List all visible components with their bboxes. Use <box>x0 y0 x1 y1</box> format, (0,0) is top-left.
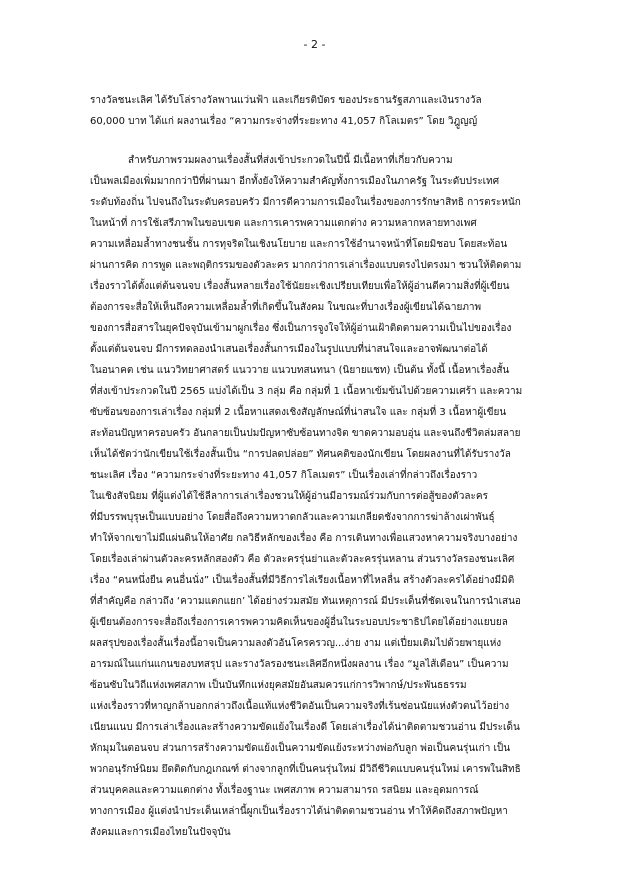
text-line: ความเหลื่อมล้ำทางชนชั้น การทุจริตในเชิงนโยบาย และการใช้อำนาจหน้าที่โดยมิชอบ โดยสะท้อน <box>90 239 508 250</box>
text-line: ตั้งแต่ต้นจนจบ มีการทดลองนำเสนอเรื่องสั้นการเมืองในรูปแบบที่น่าสนใจและอาจพัฒนาต่อได้ <box>90 344 488 355</box>
text-line: ผ่านการคิด การพูด และพฤติกรรมของตัวละคร มากกว่าการเล่าเรื่องแบบตรงไปตรงมา ชวนให้ติดตาม <box>90 260 522 271</box>
text-line: ในอนาคต เช่น แนววิทยาศาสตร์ แนววาย แนวบทสนทนา (นิยายแชท) เป็นต้น ทั้งนี้ เนื้อหาเรื่องสั้น <box>90 365 510 376</box>
text-line: สำหรับภาพรวมผลงานเรื่องสั้นที่ส่งเข้าประกวดในปีนี้ มีเนื้อหาที่เกี่ยวกับความ <box>128 155 453 166</box>
text-line: ส่วนบุคคลและความแตกต่าง ทั้งเรื่องฐานะ เพศสภาพ ความสามารถ รสนิยม และอุดมการณ์ <box>90 785 479 796</box>
text-line: เป็นพลเมืองเพิ่มมากกว่าปีที่ผ่านมา อีกทั้งยังให้ความสำคัญทั้งการเมืองในภาครัฐ ในระดับประเทศ <box>90 176 500 187</box>
text-line: แห่งเรื่องราวที่หาญกล้าบอกกล่าวถึงเนื้อแท้แห่งชีวิตอันเป็นความจริงที่เร้นซ่อนนัยแห่งตัวตนไว้อย่าง <box>90 701 510 712</box>
text-line: ทางการเมือง ผู้แต่งนำประเด็นเหล่านี้ผูกเป็นเรื่องราวได้น่าติดตามชวนอ่าน ทำให้คิดถึงสภาพปัญหา <box>90 806 508 817</box>
text-line: อารมณ์ในแก่นแกนของบทสรุป และรางวัลรองชนะเลิศอีกหนึ่งผลงาน เรื่อง “มูลไส้เดือน” เป็นความ <box>90 659 509 670</box>
text-line: ซ้อนซับในวิถีแห่งเพศสภาพ เป็นบันทึกแห่งยุคสมัยอันสมควรแก่การวิพากษ์/ประพันธธรรม <box>90 680 467 691</box>
text-line: พวกอนุรักษ์นิยม ยึดติดกับกฎเกณฑ์ ต่างจากลูกที่เป็นคนรุ่นใหม่ มีวิถีชีวิตแบบคนรุ่นใหม่ เคารพในสิทธิ <box>90 764 521 775</box>
text-line: ทำให้จากเขาไม่มีแผ่นดินให้อาศัย กลวิธีหลักของเรื่อง คือ การเดินทางเพื่อแสวงหาความจริงบางอย่าง <box>90 533 518 544</box>
text-line: ชนะเลิศ เรื่อง “ความกระจ่างที่ระยะทาง 41,057 กิโลเมตร” เป็นเรื่องเล่าที่กล่าวถึงเรื่องราว <box>90 470 478 481</box>
text-line: ซับซ้อนของการเล่าเรื่อง กลุ่มที่ 2 เนื้อหาแสดงเชิงสัญลักษณ์ที่น่าสนใจ และ กลุ่มที่ 3 เนื้อหาผู้เขียน <box>90 407 507 418</box>
text-line: ของการสื่อสารในยุคปัจจุบันเข้ามาผูกเรื่อง ซึ่งเป็นการจูงใจให้ผู้อ่านเฝ้าติดตามความเป็นไปของเรื่อง <box>90 323 512 334</box>
text-line: ผู้เขียนต้องการจะสื่อถึงเรื่องการเคารพความคิดเห็นของผู้อื่นในระบอบประชาธิปไตยได้อย่างแยบยล <box>90 617 508 628</box>
text-line: เนียนแนบ มีการเล่าเรื่องและสร้างความขัดแย้งในเรื่องดี โดยเล่าเรื่องได้น่าติดตามชวนอ่าน มีประเด็น <box>90 722 520 733</box>
text-line: ระดับท้องถิ่น ไปจนถึงในระดับครอบครัว มีการตีความการเมืองในเรื่องของการรักษาสิทธิ การตระหนัก <box>90 197 521 208</box>
text-line: โดยเรื่องเล่าผ่านตัวละครหลักสองตัว คือ ตัวละครรุ่นย่าและตัวละครรุ่นหลาน ส่วนรางวัลรองชนะเลิศ <box>90 554 515 565</box>
text-line: เรื่อง “คนหนึ่งยืน คนอื่นนั่ง” เป็นเรื่องสั้นที่มีวิธีการไล่เรียงเนื้อหาที่ไหลลื่น สร้างตัวละครได้อย่างมีมิติ <box>90 575 515 586</box>
text-line: ผลสรุปของเรื่องสั้นเรื่องนี้อาจเป็นความลงตัวอันโครครวญ...ง่าย งาม แต่เปี่ยมเติมไปด้วยพายุแห่ง <box>90 638 502 649</box>
text-line: สะท้อนปัญหาครอบครัว อันกลายเป็นปมปัญหาซับซ้อนทางจิต ขาดความอบอุ่น และจนถึงชีวิตล่มสลาย <box>90 428 521 439</box>
text-line: ที่ส่งเข้าประกวดในปี 2565 แบ่งได้เป็น 3 กลุ่ม คือ กลุ่มที่ 1 เนื้อหาเข้มข้นไปด้วยความเศร้า และความ <box>90 386 523 397</box>
text-line: ต้องการจะสื่อให้เห็นถึงความเหลื่อมล้ำที่เกิดขึ้นในสังคม ในขณะที่บางเรื่องผู้เขียนได้ฉายภาพ <box>90 302 482 313</box>
text-line: ที่มีบรรพบุรุษเป็นแบบอย่าง โดยสื่อถึงความหวาดกลัวและความเกลียดชังจากการฆ่าล้างเผ่าพันธุ์ <box>90 512 495 523</box>
text-line: รางวัลชนะเลิศ ได้รับโล่รางวัลพานแว่นฟ้า และเกียรติบัตร ของประธานรัฐสภาและเงินรางวัล <box>90 95 482 106</box>
text-line: เรื่องราวได้ตั้งแต่ต้นจนจบ เรื่องสั้นหลายเรื่องใช้นัยยะเชิงเปรียบเทียบเพื่อให้ผู้อ่านตีความสิ่งที่ผู้เขียน <box>90 281 510 292</box>
text-line: 60,000 บาท ได้แก่ ผลงานเรื่อง “ความกระจ่างที่ระยะทาง 41,057 กิโลเมตร” โดย วิฎูญญ์ <box>90 116 478 127</box>
page-number: - 2 - <box>303 38 326 51</box>
paragraph-award-winner <box>90 90 548 132</box>
text-line: หักมุมในตอนจบ ส่วนการสร้างความขัดแย้งเป็นความขัดแย้งระหว่างพ่อกับลูก พ่อเป็นคนรุ่นเก่า เป็น <box>90 743 511 754</box>
text-line: ที่สำคัญคือ กล่าวถึง ‘ความแตกแยก’ ได้อย่างร่วมสมัย ทันเหตุการณ์ มีประเด็นที่ชัดเจนในการนำเสนอ <box>90 596 521 607</box>
text-line: ในเชิงสัจนิยม ที่ผู้แต่งได้ใช้ลีลาการเล่าเรื่องชวนให้ผู้อ่านมีอารมณ์ร่วมกับการต่อสู้ของตัวละคร <box>90 491 488 502</box>
body-text <box>90 70 548 843</box>
paragraph-overview <box>90 150 548 843</box>
text-line: สังคมและการเมืองไทยในปัจจุบัน <box>90 827 231 838</box>
text-line: เห็นได้ชัดว่านักเขียนใช้เรื่องสั้นเป็น “การปลดปล่อย” ทัศนคติของนักเขียน โดยผลงานที่ได้รับรางวัล <box>90 449 511 460</box>
paragraph-spacer <box>90 132 548 150</box>
text-line: ในหน้าที่ การใช้เสรีภาพในขอบเขต และการเคารพความแตกต่าง ความหลากหลายทางเพศ <box>90 218 477 229</box>
